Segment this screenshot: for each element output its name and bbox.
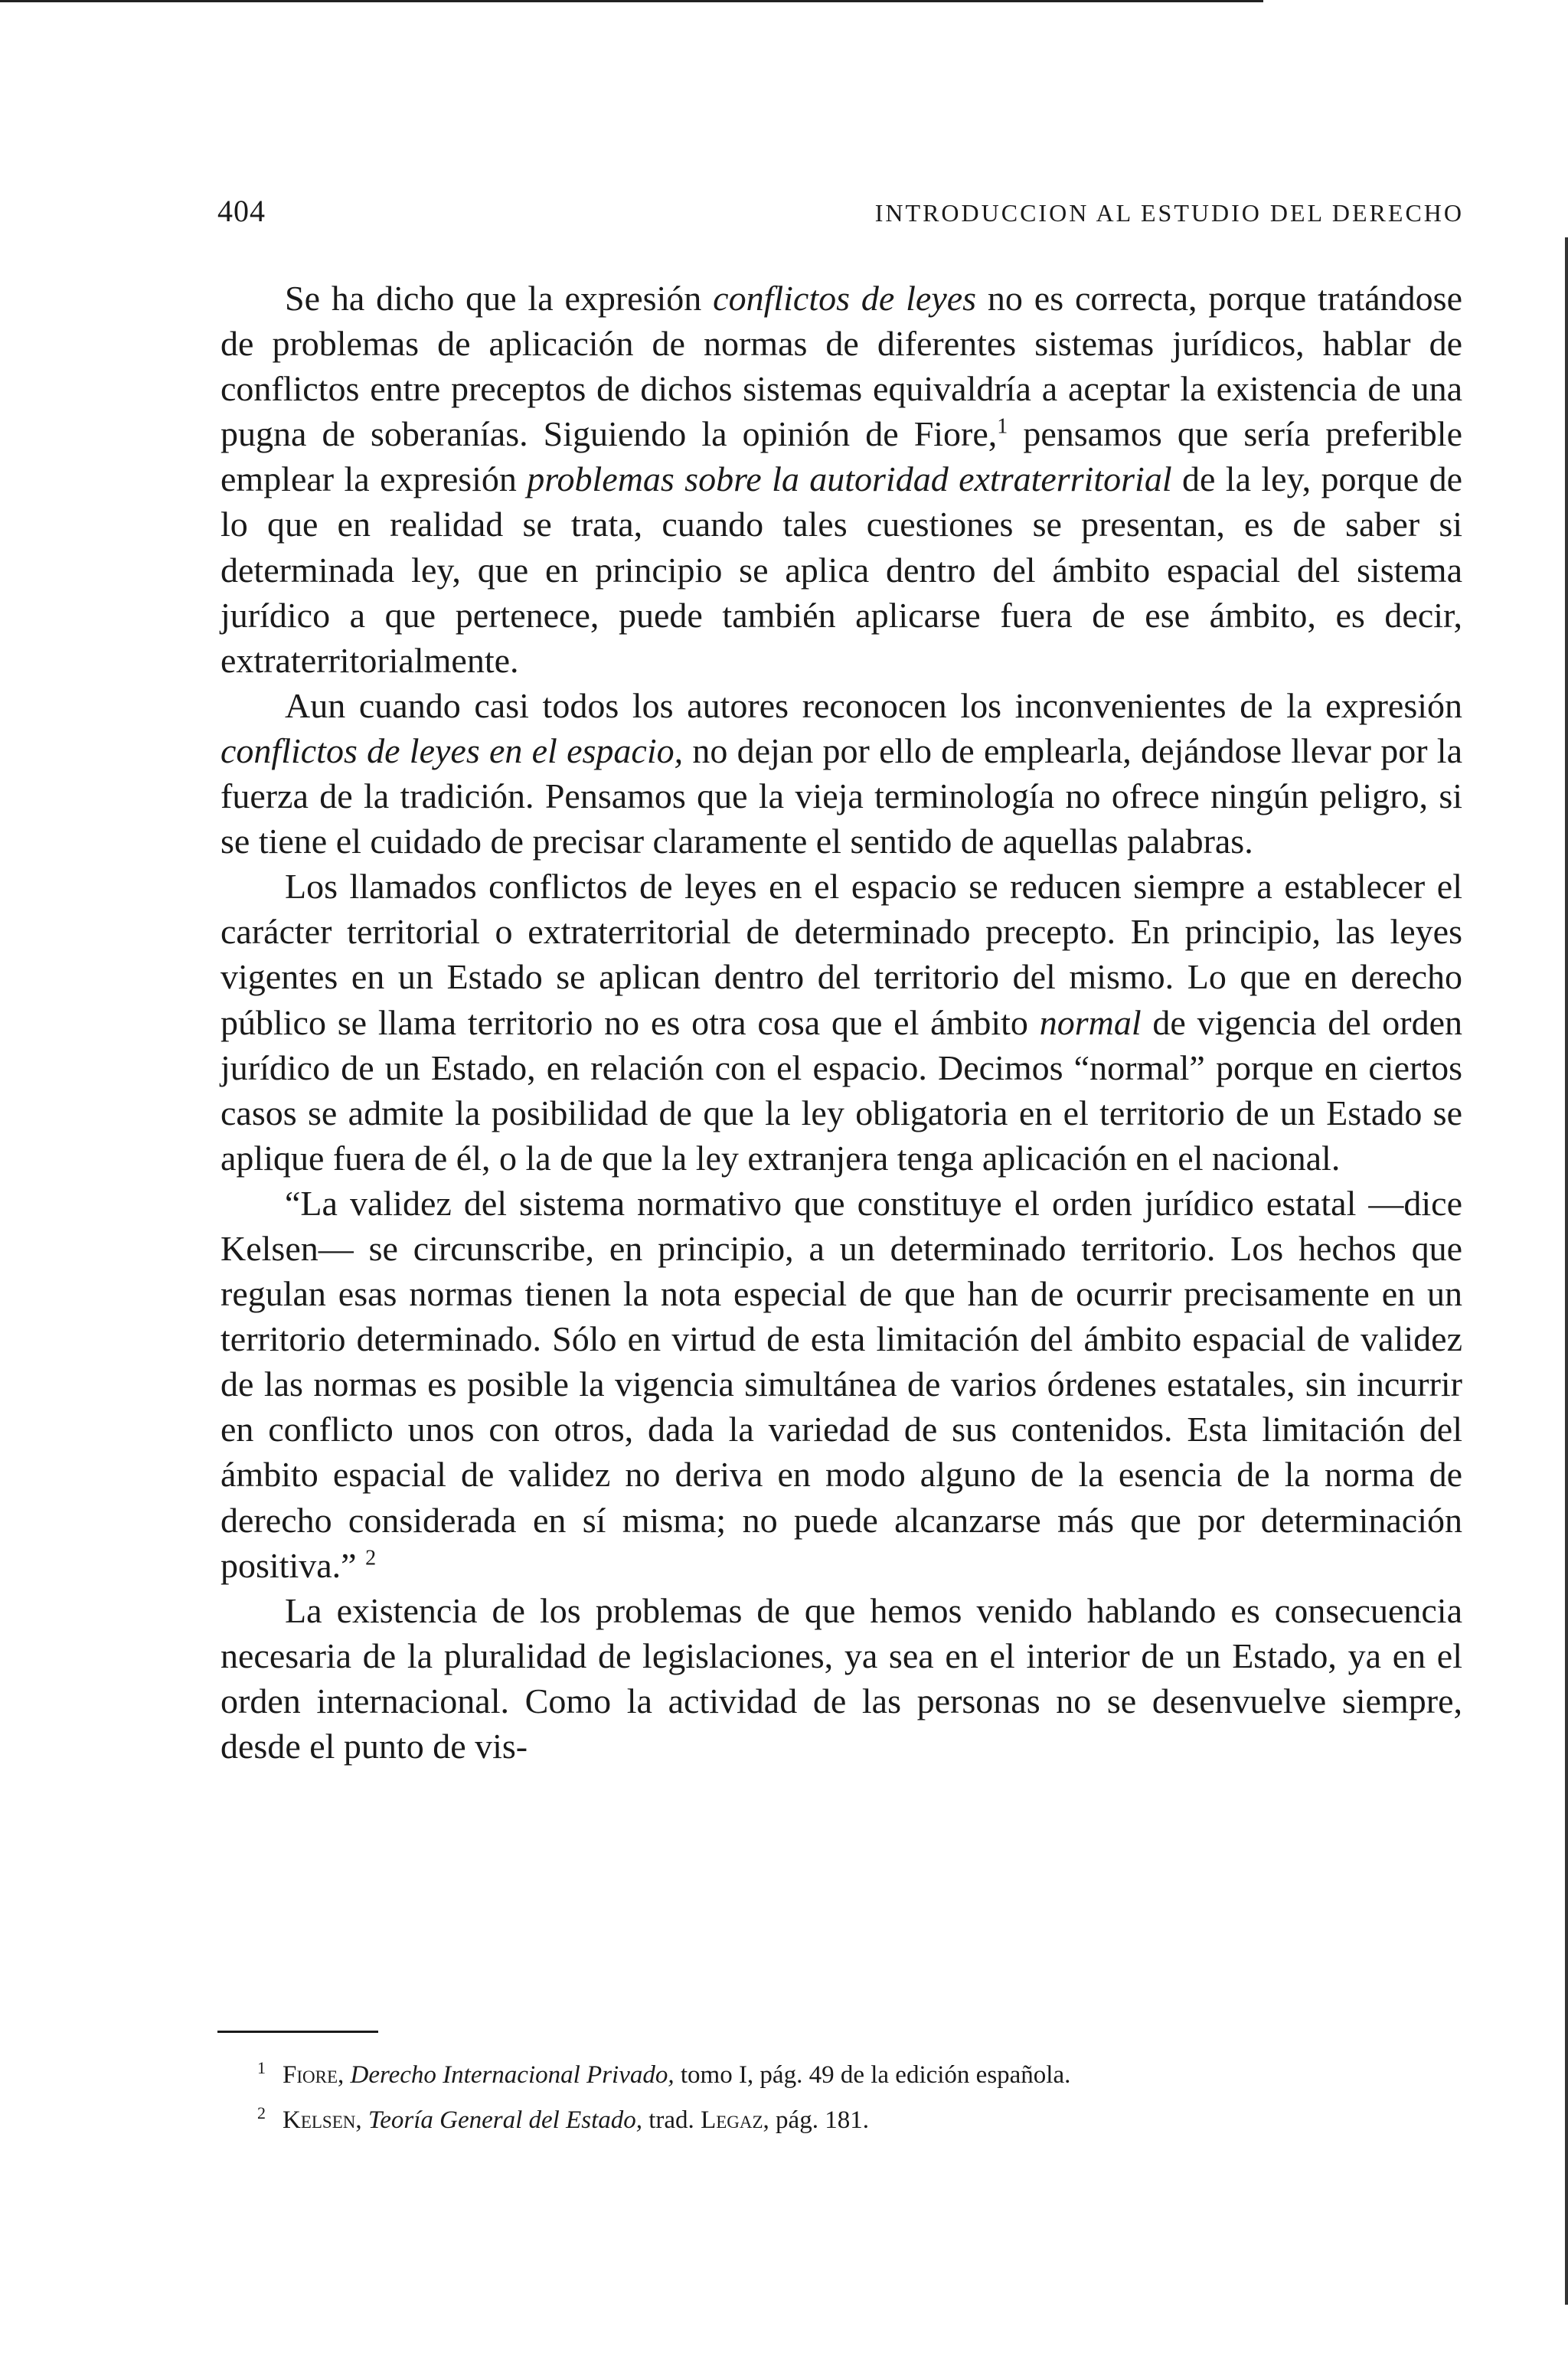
body-text: [220, 276, 1462, 1769]
footnote-2-rest-a: trad.: [642, 2106, 701, 2134]
paragraph-1: [220, 276, 1462, 683]
p3-text-c: de vigencia del orden jurídico de un Estado, en relación con el espacio. Decimos “normal” porque en ciertos casos se admite la posibilidad de que la ley obligatoria en el territorio de un Estado se aplique fuera de él, o la de que la ley extranjera tenga aplicación en el nacional.: [220, 1002, 1462, 1178]
paragraph-5: [220, 1588, 1462, 1769]
footnote-2: [257, 2094, 1452, 2139]
p2-text-c: no dejan por ello de emplearla, dejándose llevar por la fuerza de la tradición. Pensamos que la vieja terminología no ofrece ningún peligro, si se tiene el cuidado de precisar claramente el sentido de aquellas palabras.: [220, 730, 1462, 861]
p1-text-d: pensamos que sería preferible emplear la expresión: [220, 414, 1462, 499]
p1-text-c: no es correcta, porque tratándose de problemas de aplicación de normas de diferentes sistemas jurídicos, hablar de conflictos entre preceptos de dichos sistemas equivaldría a aceptar la existencia de una pugna de soberanías. Siguiendo la opinión de Fiore,: [220, 279, 1462, 454]
p2-text-a: Aun cuando casi todos los autores reconocen los inconvenientes de la expresión: [285, 685, 1462, 725]
p1-italic-problemas: problemas sobre la autoridad extraterritorial: [527, 459, 1172, 499]
footnote-1-rest: tomo I, pág. 49 de la edición española.: [674, 2061, 1071, 2089]
paragraph-3: [220, 864, 1462, 1181]
p3-italic-normal: normal: [1039, 1002, 1142, 1042]
footnote-2-mark: 2: [257, 2103, 266, 2122]
footnote-1-title: Derecho Internacional Privado,: [350, 2061, 675, 2089]
footnote-1-author: Fiore,: [283, 2061, 345, 2089]
footnote-divider: [217, 2031, 378, 2033]
footnote-ref-1[interactable]: 1: [997, 414, 1008, 439]
paragraph-2: [220, 683, 1462, 864]
page-number: 404: [217, 194, 266, 228]
footnote-2-title: Teoría General del Estado,: [368, 2106, 642, 2134]
p1-text-a: Se ha dicho que la expresión: [285, 279, 714, 318]
running-header: [217, 193, 1464, 239]
footnote-2-rest-b: pág. 181.: [769, 2106, 869, 2134]
p2-italic-conflictos-espacio: conflictos de leyes en el espacio,: [220, 730, 684, 770]
p5-text-a: La existencia de los problemas de que hemos venido hablando es consecuencia necesaria de la pluralidad de legislaciones, ya sea en el interior de un Estado, ya en el orden internacional. Como la actividad de las personas no se desenvuelve siempre, desde el punto de vis-: [220, 1590, 1462, 1766]
paragraph-4-kelsen-quote: [220, 1181, 1462, 1588]
scan-top-edge: [0, 0, 1263, 2]
p4-text-a: “La validez del sistema normativo que constituye el orden jurídico estatal —dice Kelsen— se circunscribe, en principio, a un determinado territorio. Los hechos que regulan esas normas tienen la nota especial de que han de ocurrir precisamente en un territorio determinado. Sólo en virtud de esta limitación del ámbito espacial de validez de las normas es posible la vigencia simultánea de varios órdenes estatales, sin incurrir en conflicto unos con otros, dada la variedad de sus contenidos. Esta limitación del ámbito espacial de validez no deriva en modo alguno de la esencia de la norma de derecho considerada en sí misma; no puede alcanzarse más que por determinación positiva.”: [220, 1183, 1462, 1585]
scan-right-edge: [1565, 237, 1568, 2305]
footnote-2-translator: Legaz,: [701, 2106, 769, 2134]
footnote-ref-2[interactable]: 2: [365, 1546, 377, 1570]
p1-text-f: de la ley, porque de lo que en realidad se trata, cuando tales cuestiones se presentan, es de saber si determinada ley, que en principio se aplica dentro del ámbito espacial del sistema jurídico a que pertenece, puede también aplicarse fuera de ese ámbito, es decir, extraterritorialmente.: [220, 459, 1462, 680]
p1-italic-conflictos: conflictos de leyes: [713, 279, 977, 318]
footnotes: [257, 2049, 1452, 2139]
p3-text-a: Los llamados conflictos de leyes en el espacio se reducen siempre a establecer el carácter territorial o extraterritorial de determinado precepto. En principio, las leyes vigentes en un Estado se aplican dentro del territorio del mismo. Lo que en derecho público se llama territorio no es otra cosa que el ámbito: [220, 867, 1462, 1042]
footnote-1-mark: 1: [257, 2058, 266, 2077]
running-title: INTRODUCCION AL ESTUDIO DEL DERECHO: [874, 199, 1464, 227]
footnote-2-author: Kelsen,: [283, 2106, 362, 2134]
footnote-1: [257, 2049, 1452, 2094]
